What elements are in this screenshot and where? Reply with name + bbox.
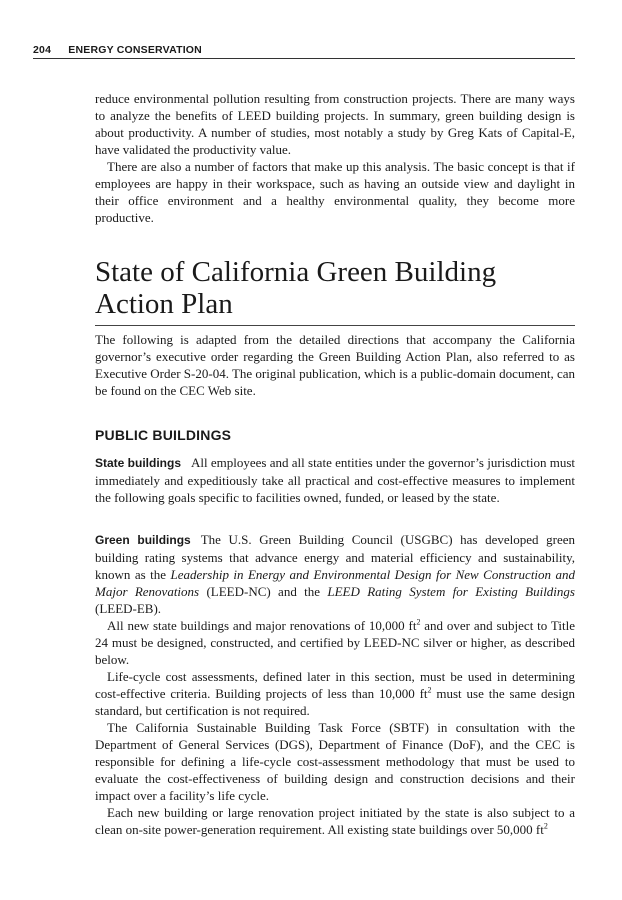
green-buildings-paragraph-5 xyxy=(95,804,575,838)
green-buildings-text-a: The U.S. Green Building Council (USGBC) has developed green building rating systems that advance energy and material efficiency and sustainability, known as the xyxy=(95,532,576,582)
green-buildings-section xyxy=(95,531,575,838)
green-buildings-label: Green buildings xyxy=(95,533,191,547)
adapted-paragraph: The following is adapted from the detailed directions that accompany the California governor’s executive order regarding the Green Building Action Plan, also referred to as Executive Order S-20-04. The original publication, which is a public-domain document, can be found on the CEC Web site. xyxy=(95,332,575,398)
state-buildings-section xyxy=(95,454,575,506)
running-title: ENERGY CONSERVATION xyxy=(68,44,202,56)
life-cycle-text-a: Life-cycle cost assessments, defined later in this section, must be used in determining cost-effective criteria. Building projects of less than 10,000 ft xyxy=(95,669,575,701)
green-buildings-text-c: (LEED-EB). xyxy=(95,601,162,616)
adapted-note xyxy=(95,331,575,399)
superscript-2: 2 xyxy=(427,685,432,695)
superscript-2: 2 xyxy=(416,617,421,627)
green-buildings-paragraph-4: The California Sustainable Building Task Force (SBTF) in consultation with the Department of General Services (DGS), Department of Finance (DoF), and the CEC is responsible for defining a life-cycle cost-assessment methodology that must be used to evaluate the cost-effectiveness of building design and construction decisions and their impact over a facility’s life cycle. xyxy=(95,720,575,803)
new-buildings-text-b: and over and subject to Title 24 must be designed, constructed, and certified by LEED-NC silver or higher, as described below. xyxy=(95,618,575,667)
running-head xyxy=(33,44,575,59)
leed-eb-title: LEED Rating System for Existing Buildings xyxy=(327,584,575,599)
public-buildings-heading: PUBLIC BUILDINGS xyxy=(95,427,232,443)
state-buildings-paragraph xyxy=(95,454,575,506)
state-buildings-label: State buildings xyxy=(95,456,182,470)
intro-paragraph-1: reduce environmental pollution resulting from construction projects. There are many ways to analyze the benefits of LEED building projects. In summary, green building design is about productivity. A number of studies, most notably a study by Greg Kats of Capital-E, have validated the productivity value. xyxy=(95,91,575,157)
green-buildings-paragraph-3 xyxy=(95,668,575,719)
superscript-2: 2 xyxy=(543,821,548,831)
intro-text xyxy=(95,90,575,226)
life-cycle-text-b: must use the same design standard, but certification is not required. xyxy=(95,686,575,718)
green-buildings-text-b: (LEED-NC) and the xyxy=(199,584,328,599)
power-generation-text: Each new building or large renovation project initiated by the state is also subject to a clean on-site power-generation requirement. All existing state buildings over 50,000 ft xyxy=(95,805,575,837)
leed-nc-title: Leadership in Energy and Environmental Design for New Construction and Major Renovations xyxy=(95,567,575,599)
state-buildings-text: All employees and all state entities under the governor’s jurisdiction must immediately and expeditiously take all practical and cost-effective measures to implement the following goals specific to facilities owned, funded, or leased by the state. xyxy=(95,455,575,505)
new-buildings-text-a: All new state buildings and major renovations of 10,000 ft xyxy=(107,618,417,633)
section-title: State of California Green Building Action Plan xyxy=(95,256,575,326)
intro-paragraph-2: There are also a number of factors that make up this analysis. The basic concept is that if employees are happy in their workspace, such as having an outside view and daylight in their office environment and a healthy environmental quality, they become more productive. xyxy=(95,159,575,225)
page-number: 204 xyxy=(33,44,52,56)
green-buildings-paragraph-2 xyxy=(95,617,575,668)
green-buildings-paragraph-1 xyxy=(95,531,575,617)
